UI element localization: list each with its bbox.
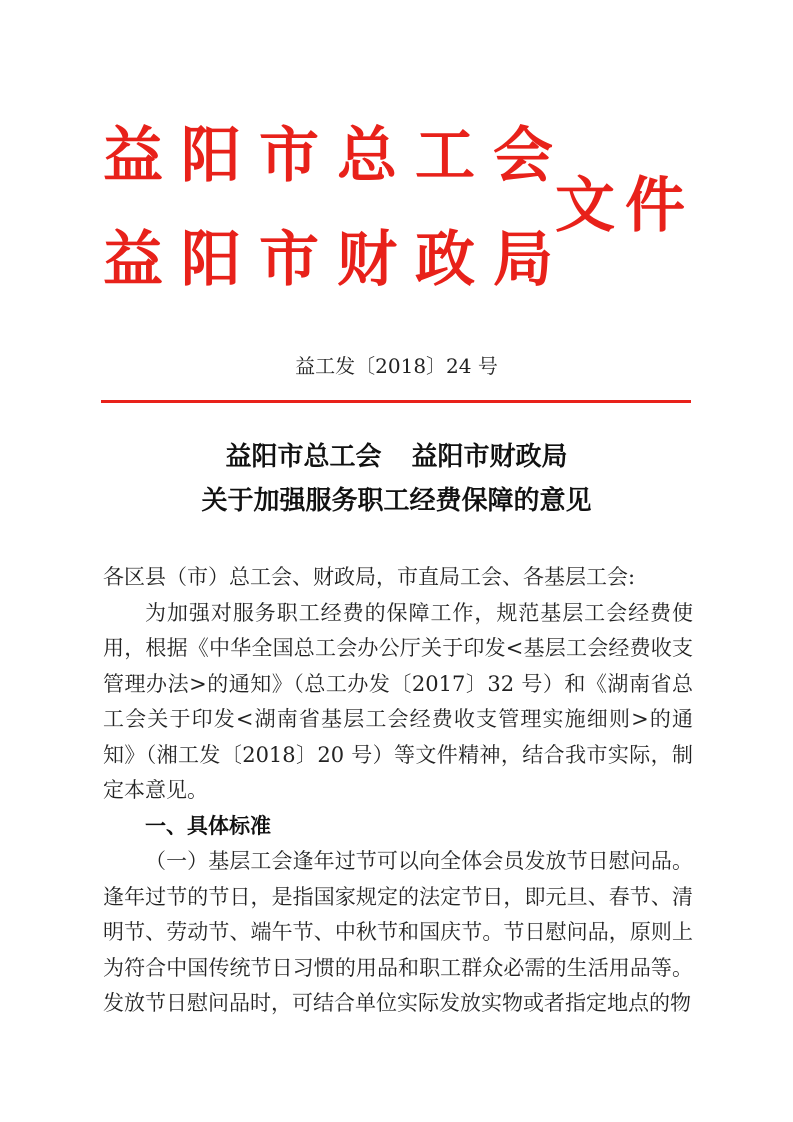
- issuing-org-2: 益阳市财政局: [103, 225, 571, 295]
- document-body: [103, 560, 693, 1022]
- title-org-1: 益阳市总工会: [225, 442, 382, 472]
- body-paragraph: 为加强对服务职工经费的保障工作，规范基层工会经费使用，根据《中华全国总工会办公厅关于印发<基层工会经费收支管理办法>的通知》（总工办发〔2017〕32 号）和《湖南省总工会关于印发<湖南省基层工会经费收支管理实施细则>的通知》（湘工发〔2018〕20 号）等文件精神，结合我市实际，制定本意见。: [103, 600, 693, 802]
- title-org-2: 益阳市财政局: [411, 442, 568, 472]
- red-divider-line: [101, 400, 691, 403]
- document-type-label: 文件: [555, 171, 695, 241]
- document-number: 益工发〔2018〕24 号: [295, 354, 498, 378]
- section-heading: 一、具体标准: [145, 813, 271, 838]
- document-title-line-2: 关于加强服务职工经费保障的意见: [201, 486, 592, 516]
- document-title-line-1: [0, 437, 793, 477]
- body-paragraph: （一）基层工会逢年过节可以向全体会员发放节日慰问品。逢年过节的节日，是指国家规定的法定节日，即元旦、春节、清明节、劳动节、端午节、中秋节和国庆节。节日慰问品，原则上为符合中国传统节日习惯的用品和职工群众必需的生活用品等。发放节日慰问品时，可结合单位实际发放实物或者指定地点的物: [103, 849, 693, 1015]
- issuing-org-1: 益阳市总工会: [103, 121, 571, 191]
- salutation: 各区县（市）总工会、财政局，市直局工会、各基层工会:: [103, 565, 636, 589]
